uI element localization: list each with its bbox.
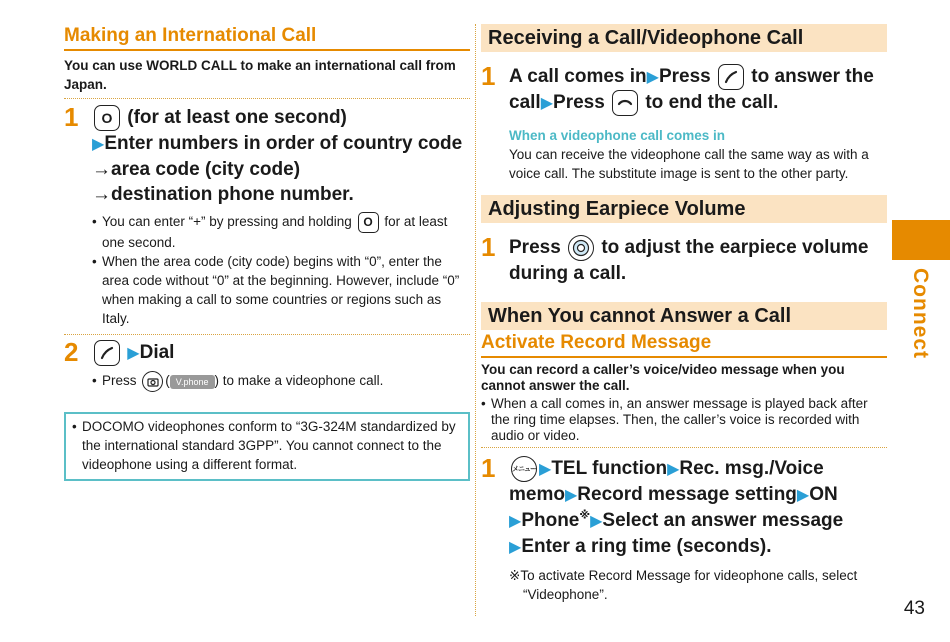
bullet-item: • Press ( V.phone ) to make a videophone call. [92, 371, 470, 392]
step-text-line3: area code (city code) [111, 159, 301, 180]
arrow-glyph: → [92, 159, 111, 180]
arrow-glyph: → [92, 184, 111, 205]
arrow-icon: ▶ [667, 461, 680, 479]
step-number: 2 [64, 337, 79, 367]
vphone-softkey-badge: V.phone [170, 375, 215, 389]
record-bullets [481, 396, 887, 444]
call-key-icon [718, 64, 744, 90]
arrow-icon: ▶ [509, 539, 522, 557]
arrow-icon: ▶ [796, 487, 810, 505]
arrow-icon: ▶ [564, 487, 578, 505]
step-number: 1 [64, 102, 79, 132]
chapter-label: Connect [909, 268, 932, 359]
left-column [64, 24, 470, 481]
zero-key-icon: O [358, 212, 379, 233]
note-box [64, 412, 470, 481]
arrow-icon: ▶ [539, 461, 552, 479]
step-number: 1 [481, 453, 496, 484]
section-heading-cannot-answer: When You cannot Answer a Call [481, 302, 887, 330]
chapter-tab [892, 220, 950, 260]
end-call-key-icon [612, 90, 638, 116]
step-record: 1 メニュー ▶TEL function▶Rec. msg./Voice memo▶Record message setting▶ON ▶Phone※▶Select an answer message ▶Enter a ring time (seconds). ※To activate Record Message for videophone calls, select “Videophone”. [481, 456, 887, 604]
step-receive: 1 A call comes in▶Press to answer the call▶Press to end the call. When a videophone call comes in You can receive the videophone call the same way as with a voice call. The substitute image is sent to the other party. [481, 64, 887, 183]
arrow-icon: ▶ [92, 136, 105, 153]
footnote-mark: ※ [579, 509, 591, 522]
call-key-icon [94, 340, 120, 366]
arrow-icon: ▶ [540, 95, 554, 113]
videophone-body: You can receive the videophone call the same way as with a voice call. The substitute image is sent to the other party. [509, 147, 869, 182]
step-2-bullets [92, 371, 470, 392]
dotted-divider [481, 447, 887, 448]
bullet-item: • You can enter “+” by pressing and holding O for at least one second. [92, 212, 470, 252]
dotted-divider [64, 334, 470, 335]
subheading-record-message: Activate Record Message [481, 331, 887, 358]
step-1-bullets [92, 212, 470, 328]
step-number: 1 [481, 232, 496, 263]
camera-key-icon [142, 371, 163, 392]
step-volume: 1 Press to adjust the earpiece volume during a call. [481, 232, 869, 285]
step-text-line2: Enter numbers in order of country code [104, 133, 463, 154]
page-number: 43 [903, 598, 925, 619]
bullet-item: • When a call comes in, an answer message is played back after the ring time elapses. Then, the caller’s voice is recorded with audio or video. [481, 396, 887, 444]
step-text-line1: (for at least one second) [127, 107, 347, 129]
bullet-item: • When the area code (city code) begins with “0”, enter the area code without “0” at the beginning. However, include “0” when making a call to some countries or regions such as Italy. [92, 252, 470, 328]
section-heading-receiving: Receiving a Call/Videophone Call [481, 24, 887, 52]
dial-label: Dial [139, 342, 175, 364]
note-text: • DOCOMO videophones conform to “3G-324M standardized by the international standard 3GPP”. You cannot connect to the videophone using a different format. [72, 417, 464, 474]
step-2 [64, 337, 470, 392]
right-column [481, 24, 887, 604]
step-text-line4: destination phone number. [111, 184, 354, 205]
section-heading-volume: Adjusting Earpiece Volume [481, 195, 887, 223]
section-heading-international-call: Making an International Call [64, 24, 470, 51]
column-divider [475, 24, 476, 616]
intro-text: You can use WORLD CALL to make an international call from Japan. [64, 58, 456, 92]
step-1 [64, 102, 470, 328]
navigation-key-icon [568, 235, 594, 261]
arrow-icon: ▶ [127, 345, 140, 363]
menu-key-icon: メニュー [511, 456, 537, 482]
zero-key-icon: O [94, 105, 120, 131]
videophone-subheading: When a videophone call comes in [509, 128, 726, 144]
record-intro: You can record a caller’s voice/video message when you cannot answer the call. [481, 362, 845, 394]
arrow-icon: ▶ [646, 69, 659, 87]
footnote: ※To activate Record Message for videophone calls, select “Videophone”. [509, 568, 858, 603]
dotted-divider [64, 98, 470, 99]
arrow-icon: ▶ [590, 513, 603, 531]
arrow-icon: ▶ [509, 513, 522, 531]
step-number: 1 [481, 61, 496, 91]
